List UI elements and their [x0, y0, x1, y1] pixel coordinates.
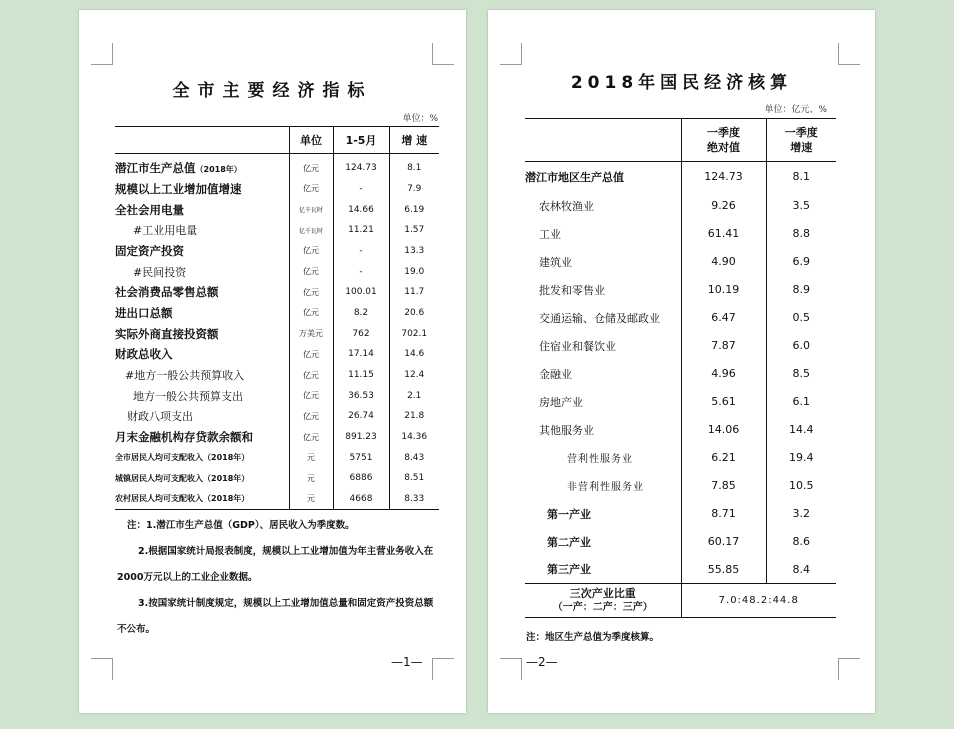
row-name: 非营利性服务业	[567, 482, 644, 493]
row-name: 地方一般公共预算支出	[133, 389, 243, 403]
table-row	[115, 447, 439, 468]
row-value: 55.85	[681, 556, 766, 584]
row-value: 6886	[333, 468, 389, 489]
row-value: 61.41	[681, 220, 766, 248]
table-row	[115, 261, 439, 282]
row-name: 财政八项支出	[127, 410, 193, 424]
table-row	[115, 199, 439, 220]
row-unit: 亿元	[289, 427, 333, 448]
row-unit: 亿千瓦时	[289, 220, 333, 241]
row-name: 规模以上工业增加值增速	[115, 181, 242, 196]
page-2	[488, 10, 875, 713]
header-absolute-line2: 绝对值	[707, 141, 740, 154]
page-1	[79, 10, 466, 713]
row-value: 7.87	[681, 332, 766, 360]
table-row	[525, 192, 836, 220]
industry-ratio-row	[525, 584, 836, 618]
row-value: 60.17	[681, 528, 766, 556]
table-row	[525, 162, 836, 192]
row-name: 营利性服务业	[567, 454, 633, 465]
row-name: 其他服务业	[539, 423, 594, 437]
row-growth: 11.7	[389, 282, 439, 303]
row-growth: 20.6	[389, 303, 439, 324]
page-number: —2—	[526, 655, 558, 669]
row-growth: 8.33	[389, 489, 439, 510]
row-unit: 亿元	[289, 241, 333, 262]
table-row	[115, 344, 439, 365]
row-value: 8.2	[333, 303, 389, 324]
crop-mark	[838, 43, 860, 65]
header-growth-line1: 一季度	[784, 126, 818, 139]
row-value: -	[333, 179, 389, 200]
header-absolute	[681, 119, 766, 162]
table-row	[115, 468, 439, 489]
row-name: 工业	[539, 227, 561, 241]
row-name: 农林牧渔业	[539, 199, 594, 213]
row-value: 8.71	[681, 500, 766, 528]
row-name: 第一产业	[547, 507, 591, 521]
row-name: 住宿业和餐饮业	[539, 339, 616, 353]
row-unit: 亿元	[289, 385, 333, 406]
row-growth: 8.1	[766, 162, 836, 192]
table-row	[525, 416, 836, 444]
row-growth: 6.0	[766, 332, 836, 360]
row-value: 6.21	[681, 444, 766, 472]
crop-mark	[500, 658, 522, 680]
row-unit: 万美元	[289, 323, 333, 344]
row-growth: 14.36	[389, 427, 439, 448]
row-growth: 19.4	[766, 444, 836, 472]
row-unit: 亿元	[289, 365, 333, 386]
table-row	[115, 489, 439, 510]
crop-mark	[91, 43, 113, 65]
row-growth: 3.5	[766, 192, 836, 220]
row-value: 14.06	[681, 416, 766, 444]
note: 注：地区生产总值为季度核算。	[526, 632, 660, 643]
row-value: 124.73	[333, 154, 389, 179]
table-row	[525, 248, 836, 276]
row-value: -	[333, 261, 389, 282]
row-value: 124.73	[681, 162, 766, 192]
crop-mark	[91, 658, 113, 680]
table-row	[525, 276, 836, 304]
crop-mark	[432, 43, 454, 65]
row-unit: 亿千瓦时	[289, 199, 333, 220]
row-value: 36.53	[333, 385, 389, 406]
row-value: 9.26	[681, 192, 766, 220]
row-value: -	[333, 241, 389, 262]
ratio-value: 7.0:48.2:44.8	[681, 584, 836, 618]
row-unit: 亿元	[289, 282, 333, 303]
row-value: 100.01	[333, 282, 389, 303]
header-absolute-line1: 一季度	[707, 126, 740, 139]
row-value: 7.85	[681, 472, 766, 500]
row-growth: 1.57	[389, 220, 439, 241]
header-unit: 单位	[289, 127, 333, 154]
row-unit: 元	[289, 468, 333, 489]
row-unit: 亿元	[289, 406, 333, 427]
header-growth	[766, 119, 836, 162]
row-value: 4.96	[681, 360, 766, 388]
note-1: 注：1.潜江市生产总值（GDP）、居民收入为季度数。	[127, 520, 355, 531]
row-unit: 元	[289, 447, 333, 468]
row-name: 批发和零售业	[539, 283, 605, 297]
row-growth: 702.1	[389, 323, 439, 344]
row-growth: 8.9	[766, 276, 836, 304]
row-name: 潜江市生产总值（2018年）	[115, 161, 242, 176]
row-growth: 14.6	[389, 344, 439, 365]
row-growth: 8.43	[389, 447, 439, 468]
row-name: 第二产业	[547, 535, 591, 549]
row-name: 全社会用电量	[115, 202, 184, 217]
ratio-label-line1: 三次产业比重	[569, 586, 636, 600]
table-header-row	[525, 119, 836, 162]
row-growth: 8.5	[766, 360, 836, 388]
row-value: 5.61	[681, 388, 766, 416]
unit-label: 单位：%	[402, 114, 438, 124]
row-name: 建筑业	[539, 255, 572, 269]
table-row	[115, 406, 439, 427]
table-row	[115, 365, 439, 386]
row-name: #民间投资	[133, 265, 187, 279]
row-value: 6.47	[681, 304, 766, 332]
row-name: #工业用电量	[133, 224, 198, 238]
table-row	[525, 304, 836, 332]
row-growth: 0.5	[766, 304, 836, 332]
row-value: 891.23	[333, 427, 389, 448]
header-growth-line2: 增速	[790, 141, 813, 154]
row-value: 14.66	[333, 199, 389, 220]
table-row	[115, 241, 439, 262]
row-value: 5751	[333, 447, 389, 468]
row-value: 26.74	[333, 406, 389, 427]
row-growth: 6.1	[766, 388, 836, 416]
unit-label: 单位：亿元、%	[764, 105, 827, 115]
crop-mark	[500, 43, 522, 65]
crop-mark	[432, 658, 454, 680]
table-row	[115, 179, 439, 200]
note-2: 2.根据国家统计局报表制度，规模以上工业增加值为年主营业务收入在2000万元以上的工业企业数据。	[117, 546, 434, 583]
row-name: 实际外商直接投资额	[115, 326, 219, 341]
table-row	[115, 323, 439, 344]
table-header-row	[115, 127, 439, 154]
table-row	[115, 154, 439, 179]
notes	[117, 513, 437, 643]
table-row	[525, 528, 836, 556]
row-name: 潜江市地区生产总值	[525, 170, 624, 184]
crop-mark	[838, 658, 860, 680]
row-name: 月末金融机构存贷款余额和	[115, 430, 253, 445]
national-accounts-table	[525, 118, 836, 618]
row-growth: 14.4	[766, 416, 836, 444]
header-name	[115, 127, 289, 154]
row-growth: 21.8	[389, 406, 439, 427]
ratio-label-line2: （一产：二产：三产）	[552, 601, 653, 613]
row-growth: 7.9	[389, 179, 439, 200]
table-row	[525, 556, 836, 584]
row-growth: 6.9	[766, 248, 836, 276]
row-name: 进出口总额	[115, 305, 173, 320]
row-growth: 3.2	[766, 500, 836, 528]
row-growth: 8.6	[766, 528, 836, 556]
row-name: 第三产业	[547, 563, 591, 577]
ratio-label	[525, 584, 681, 618]
table-row	[525, 220, 836, 248]
table-row	[525, 360, 836, 388]
row-unit: 亿元	[289, 344, 333, 365]
row-value: 11.21	[333, 220, 389, 241]
row-growth: 2.1	[389, 385, 439, 406]
table-row	[525, 444, 836, 472]
row-unit: 亿元	[289, 179, 333, 200]
table-row	[115, 427, 439, 448]
row-growth: 8.8	[766, 220, 836, 248]
row-value: 17.14	[333, 344, 389, 365]
row-name: 交通运输、仓储及邮政业	[539, 311, 660, 325]
row-value: 762	[333, 323, 389, 344]
row-growth: 8.4	[766, 556, 836, 584]
row-value: 4.90	[681, 248, 766, 276]
note-3: 3.按国家统计制度规定，规模以上工业增加值总量和固定资产投资总额不公布。	[117, 598, 434, 635]
page-title: 全市主要经济指标	[172, 81, 373, 101]
row-name: 房地产业	[539, 395, 583, 409]
header-name	[525, 119, 681, 162]
page-number: —1—	[391, 655, 423, 669]
row-growth: 12.4	[389, 365, 439, 386]
row-value: 10.19	[681, 276, 766, 304]
row-value: 4668	[333, 489, 389, 510]
row-unit: 亿元	[289, 303, 333, 324]
row-name: #地方一般公共预算收入	[125, 369, 245, 383]
row-growth: 10.5	[766, 472, 836, 500]
row-unit: 亿元	[289, 261, 333, 282]
table-row	[115, 385, 439, 406]
table-row	[525, 472, 836, 500]
row-growth: 13.3	[389, 241, 439, 262]
row-name: 固定资产投资	[115, 243, 184, 258]
row-growth: 8.1	[389, 154, 439, 179]
table-row	[525, 500, 836, 528]
page-title: 2018年国民经济核算	[570, 73, 793, 93]
row-growth: 6.19	[389, 199, 439, 220]
row-growth: 19.0	[389, 261, 439, 282]
table-row	[115, 303, 439, 324]
header-growth: 增 速	[389, 127, 439, 154]
table-row	[525, 332, 836, 360]
table-row	[115, 282, 439, 303]
row-name: 农村居民人均可支配收入（2018年）	[115, 489, 289, 510]
row-growth: 8.51	[389, 468, 439, 489]
row-value: 11.15	[333, 365, 389, 386]
row-unit: 元	[289, 489, 333, 510]
row-name: 财政总收入	[115, 347, 173, 362]
row-name: 城镇居民人均可支配收入（2018年）	[115, 473, 250, 483]
header-period: 1-5月	[333, 127, 389, 154]
row-unit: 亿元	[289, 154, 333, 179]
table-row	[115, 220, 439, 241]
row-name: 全市居民人均可支配收入（2018年）	[115, 453, 250, 463]
table-row	[525, 388, 836, 416]
indicators-table	[115, 126, 439, 510]
row-name: 金融业	[539, 367, 572, 381]
row-name: 社会消费品零售总额	[115, 285, 219, 300]
